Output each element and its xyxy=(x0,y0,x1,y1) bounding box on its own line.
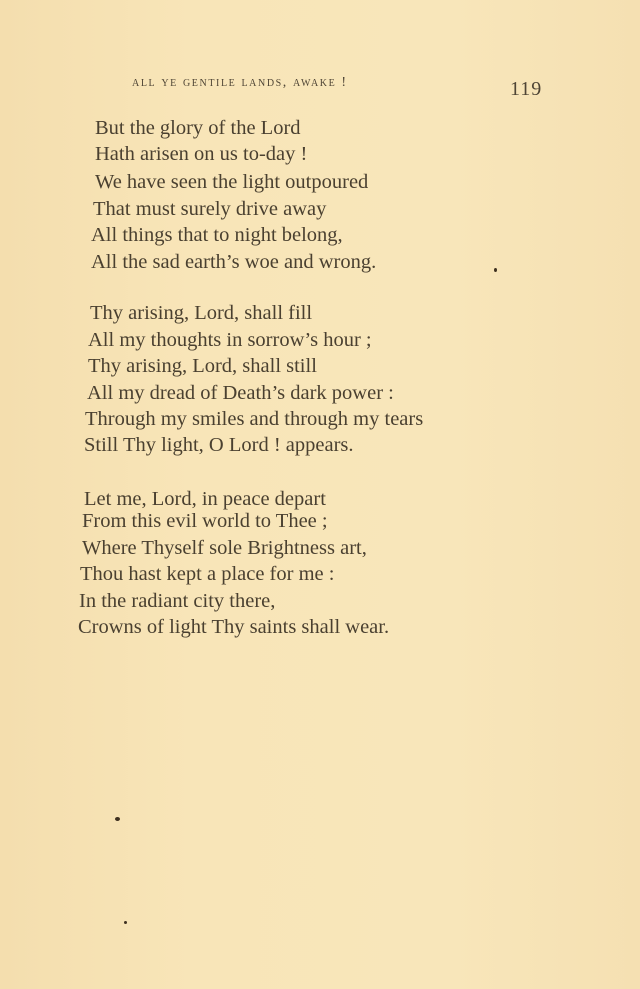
page-number: 119 xyxy=(510,78,543,100)
running-head-title: all ye gentile lands, awake ! xyxy=(132,75,348,90)
poem-line: From this evil world to Thee ; xyxy=(82,510,328,532)
poem-line: Thy arising, Lord, shall fill xyxy=(90,302,313,324)
poem-line: All things that to night belong, xyxy=(91,224,343,246)
poem-line: That must surely drive away xyxy=(93,198,327,220)
paper-speck xyxy=(115,817,120,821)
paper-speck xyxy=(494,268,497,272)
poem-line: In the radiant city there, xyxy=(79,590,276,612)
poem-line: All the sad earth’s woe and wrong. xyxy=(91,251,377,273)
poem-line: Hath arisen on us to-day ! xyxy=(95,143,308,165)
poem-line: Crowns of light Thy saints shall wear. xyxy=(78,616,390,638)
poem-line: Through my smiles and through my tears xyxy=(85,408,424,430)
poem-line: Let me, Lord, in peace depart xyxy=(84,488,326,510)
poem-line: Thy arising, Lord, shall still xyxy=(88,355,317,377)
paper-speck xyxy=(124,921,127,924)
poem-line: All my dread of Death’s dark power : xyxy=(87,382,394,404)
poem-line: But the glory of the Lord xyxy=(95,117,301,139)
poem-line: Thou hast kept a place for me : xyxy=(80,563,335,585)
poem-line: We have seen the light outpoured xyxy=(95,171,369,193)
poem-line: Where Thyself sole Brightness art, xyxy=(82,537,367,559)
poem-line: Still Thy light, O Lord ! appears. xyxy=(84,434,354,456)
poem-line: All my thoughts in sorrow’s hour ; xyxy=(88,329,372,351)
